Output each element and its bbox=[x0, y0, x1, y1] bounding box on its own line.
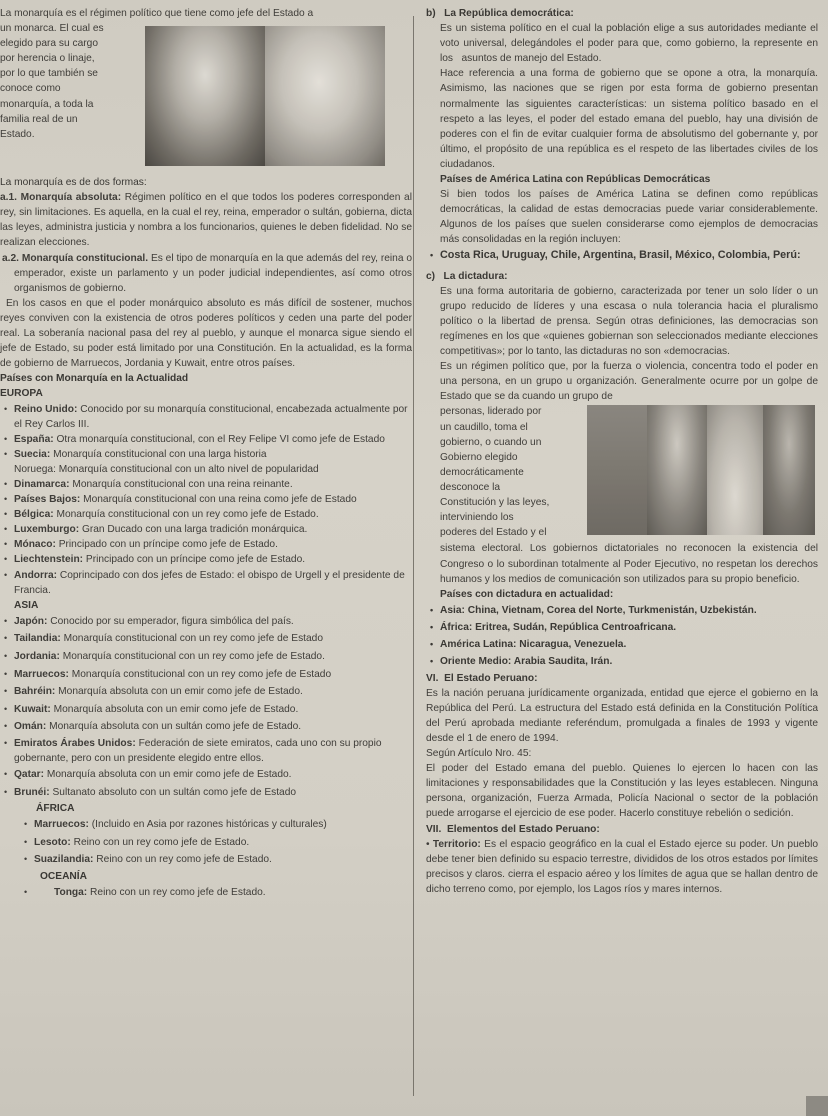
list-item: • Suazilandia: Reino con un rey como jefe de Estado. bbox=[20, 851, 412, 869]
dictatorship-wrap-text: personas, liderado por un caudillo, toma el gobierno, o cuando un Gobierno elegido democráticamente desconoce la Constitución y las leyes, interviniendo los poderes del Estado y el bbox=[440, 406, 550, 539]
latam-paragraph: Si bien todos los países de América Latina se definen como repúblicas democráticas, la calidad de estas democracias puede variar considerablemente. Algunos de los países que suelen considerarse como ejemplos de democracias más consolidadas en la región incluyen: bbox=[440, 189, 818, 246]
countries-heading: Países con Monarquía en la Actualidad bbox=[0, 373, 189, 385]
list-item: • Reino Unido: Conocido por su monarquía constitucional, encabezada actualmente por el Rey Carlos III. bbox=[0, 402, 412, 432]
dictatorship-countries-heading: Países con dictadura en actualidad: bbox=[440, 588, 614, 600]
list-item: • Omán: Monarquía absoluta con un sultán como jefe de Estado. bbox=[0, 718, 412, 736]
republic-paragraph-1: Es un sistema político en el cual la población elige a sus autoridades mediante el voto universal, delegándoles el poder para que, como gobierno, la represente en los asuntos de manejo del Estado. bbox=[440, 23, 821, 65]
peru-paragraph: Es la nación peruana jurídicamente organizada, entidad que ejerce el gobierno en la República del Perú. La estructura del Estado está definida en la Constitución Política del Perú aprobada mediante referéndum, promulgada a finales de 1993 y vigente desde el 1 de enero de 1994. bbox=[426, 687, 818, 744]
republic-paragraph-2: Hace referencia a una forma de gobierno que se opone a otra, la monarquía. Asimismo, las naciones que se rigen por esta forma de gobierno presentan normalmente las siguientes características: un sistema político basado en el respeto a las leyes, el poder del estado emana del pueblo, hay una división de poderes con el fin de evitar cualquier forma de absolutismo del gobernante y, por último, el propósito de una república es el respeto de las libertades civiles de los ciudadanos. bbox=[440, 68, 818, 170]
bullet: • bbox=[426, 838, 433, 850]
latam-countries: • Costa Rica, Uruguay, Chile, Argentina, Brasil, México, Colombia, Perú: bbox=[426, 248, 818, 263]
dictatorship-paragraph-1: Es una forma autoritaria de gobierno, caracterizada por tener un solo líder o un grupo reducido de líderes y una escasa o nula tolerancia hacia el pluralismo político o la libertad de prensa. Según otras definiciones, las democracias son regímenes en los que «quienes gobiernan son seleccionados mediante elecciones competitivas»; por lo tanto, las dictaduras no son «democracias. bbox=[440, 285, 818, 358]
constitutional-monarchy-paragraph: a.2. Monarquía constitucional. Es el tipo de monarquía en la que además del rey, reina o emperador, existe un parlamento y un poder judicial independientes, así como otros organismos de gobierno. bbox=[2, 252, 412, 294]
list-item: • África: Eritrea, Sudán, República Centroafricana. bbox=[426, 619, 818, 636]
list-item: • Brunéi: Sultanato absoluto con un sultán como jefe de Estado bbox=[0, 784, 412, 802]
list-item: • América Latina: Nicaragua, Venezuela. bbox=[426, 636, 818, 653]
list-item: • España: Otra monarquía constitucional, con el Rey Felipe VI como jefe de Estado bbox=[0, 432, 412, 447]
right-column bbox=[416, 0, 828, 897]
list-item: • Bahréin: Monarquía absoluta con un emir como jefe de Estado. bbox=[0, 683, 412, 701]
list-item: • Oriente Medio: Arabia Saudita, Irán. bbox=[426, 653, 818, 670]
europe-list bbox=[0, 402, 412, 598]
intro-block bbox=[0, 21, 412, 171]
royal-portraits-photo bbox=[145, 26, 385, 166]
list-item: • Dinamarca: Monarquía constitucional con una reina reinante. bbox=[0, 477, 412, 492]
forms-heading: La monarquía es de dos formas: bbox=[0, 177, 147, 189]
list-item: • Luxemburgo: Gran Ducado con una larga tradición monárquica. bbox=[0, 522, 412, 537]
dictatorship-countries-list bbox=[426, 602, 818, 671]
left-column bbox=[0, 0, 420, 902]
list-item: • Mónaco: Principado con un príncipe como jefe de Estado. bbox=[0, 537, 412, 552]
list-item: • Bélgica: Monarquía constitucional con un rey como jefe de Estado. bbox=[0, 507, 412, 522]
cases-paragraph: En los casos en que el poder monárquico absoluto es más difícil de sostener, muchos reyes conviven con la existencia de otros poderes políticos y ceden una parte del poder real. La soberanía nacional pasa del rey al pueblo, y aunque el monarca sigue siendo el jefe de Estado, su poder está limitado por una Constitución. En la actualidad, es la forma de gobierno de Marruecos, Jordania y Kuwait, entre otros países. bbox=[0, 297, 412, 370]
peru-heading: VI. El Estado Peruano: bbox=[426, 672, 538, 684]
list-item: • Países Bajos: Monarquía constitucional con una reina como jefe de Estado bbox=[0, 492, 412, 507]
oceania-list bbox=[0, 884, 412, 902]
list-item: • Liechtenstein: Principado con un príncipe como jefe de Estado. bbox=[0, 552, 412, 567]
republic-heading: b) La República democrática: bbox=[426, 8, 574, 19]
list-item: • Emiratos Árabes Unidos: Federación de siete emiratos, cada uno con su propio gobernante, pero con un presidente elegido entre ellos. bbox=[0, 736, 412, 766]
list-item: • Tonga: Reino con un rey como jefe de Estado. bbox=[20, 884, 412, 902]
list-item: • Marruecos: (Incluido en Asia por razones históricas y culturales) bbox=[20, 816, 412, 834]
list-item: • Lesoto: Reino con un rey como jefe de Estado. bbox=[20, 834, 412, 852]
dictatorship-paragraph-2: Es un régimen político que, por la fuerza o violencia, concentra todo el poder en una persona, en un grupo u organización. Generalmente ocurre por un golpe de Estado que se da cuando un grupo de bbox=[440, 361, 818, 403]
list-item: • Andorra: Coprincipado con dos jefes de Estado: el obispo de Urgell y el presidente de Francia. bbox=[0, 568, 412, 598]
intro-wrap-text: un monarca. El cual es elegido para su cargo por herencia o linaje, por lo que también se conoce como monarquía, a toda la familia real de un Estado. bbox=[0, 23, 104, 140]
article-heading: Según Artículo Nro. 45: bbox=[426, 748, 532, 760]
dictatorship-paragraph-3: sistema electoral. Los gobiernos dictatoriales no reconocen la existencia del Congreso o lo subordinan totalmente al Poder Ejecutivo, no respetan los derechos humanos y los medios de comunicación son utilizados para su propio beneficio. bbox=[440, 543, 818, 585]
list-item: • Japón: Conocido por su emperador, figura simbólica del país. bbox=[0, 613, 412, 631]
absolute-monarchy-paragraph: a.1. Monarquía absoluta: Régimen político en el que todos los poderes corresponden al rey, sin limitaciones. Es aquella, en la cual el rey, reina, emperador o sultán, gobierna, dicta las leyes, administra justicia y nombra a los funcionarios, quienes le deben fidelidad. No se realizan elecciones. bbox=[0, 192, 412, 249]
asia-heading: ASIA bbox=[14, 599, 39, 611]
dictatorship-photo-block bbox=[440, 404, 818, 541]
list-item: • Jordania: Monarquía constitucional con un rey como jefe de Estado. bbox=[0, 648, 412, 666]
list-item: Noruega: Monarquía constitucional con un alto nivel de popularidad bbox=[14, 463, 319, 475]
list-item: • Marruecos: Monarquía constitucional con un rey como jefe de Estado bbox=[0, 666, 412, 684]
dictatorship-heading: c) La dictadura: bbox=[426, 270, 508, 282]
list-item: • Suecia: Monarquía constitucional con una larga historia bbox=[0, 447, 412, 462]
dictators-photo bbox=[587, 405, 815, 535]
list-item: • Asia: China, Vietnam, Corea del Norte, Turkmenistán, Uzbekistán. bbox=[426, 602, 818, 619]
asia-list bbox=[0, 613, 412, 801]
elements-heading: VII. Elementos del Estado Peruano: bbox=[426, 823, 600, 835]
page-corner-shadow bbox=[806, 1096, 828, 1116]
europe-heading: EUROPA bbox=[0, 388, 43, 400]
africa-list bbox=[0, 816, 412, 869]
list-item: • Kuwait: Monarquía absoluta con un emir como jefe de Estado. bbox=[0, 701, 412, 719]
intro-first-line: La monarquía es el régimen político que tiene como jefe del Estado a bbox=[0, 8, 314, 19]
list-item: • Tailandia: Monarquía constitucional con un rey como jefe de Estado bbox=[0, 630, 412, 648]
territory-paragraph: • Territorio: Es el espacio geográfico en la cual el Estado ejerce su poder. Un pueblo debe tener bien definido su espacio terrestre, divididos de los otros estados por límites precisos y claros. cierra el espacio aéreo y los límites de agua que se hallan dentro de dicho terreno como, por ejemplo, los Lagos ríos y mares internos. bbox=[426, 838, 819, 895]
latam-heading: Países de América Latina con Repúblicas Democráticas bbox=[440, 174, 711, 186]
article-paragraph: El poder del Estado emana del pueblo. Quienes lo ejercen lo hacen con las limitaciones y responsabilidades que la Constitución y las leyes establecen. Ninguna persona, organización, Fuerza Armada, Policía Nacional o sector de la población puede arrogarse el ejercicio de ese poder. Hacerlo constituye rebelión o sedición. bbox=[426, 763, 818, 820]
africa-heading: ÁFRICA bbox=[36, 803, 75, 815]
oceania-heading: OCEANÍA bbox=[40, 871, 87, 883]
list-item: • Qatar: Monarquía absoluta con un emir como jefe de Estado. bbox=[0, 766, 412, 784]
